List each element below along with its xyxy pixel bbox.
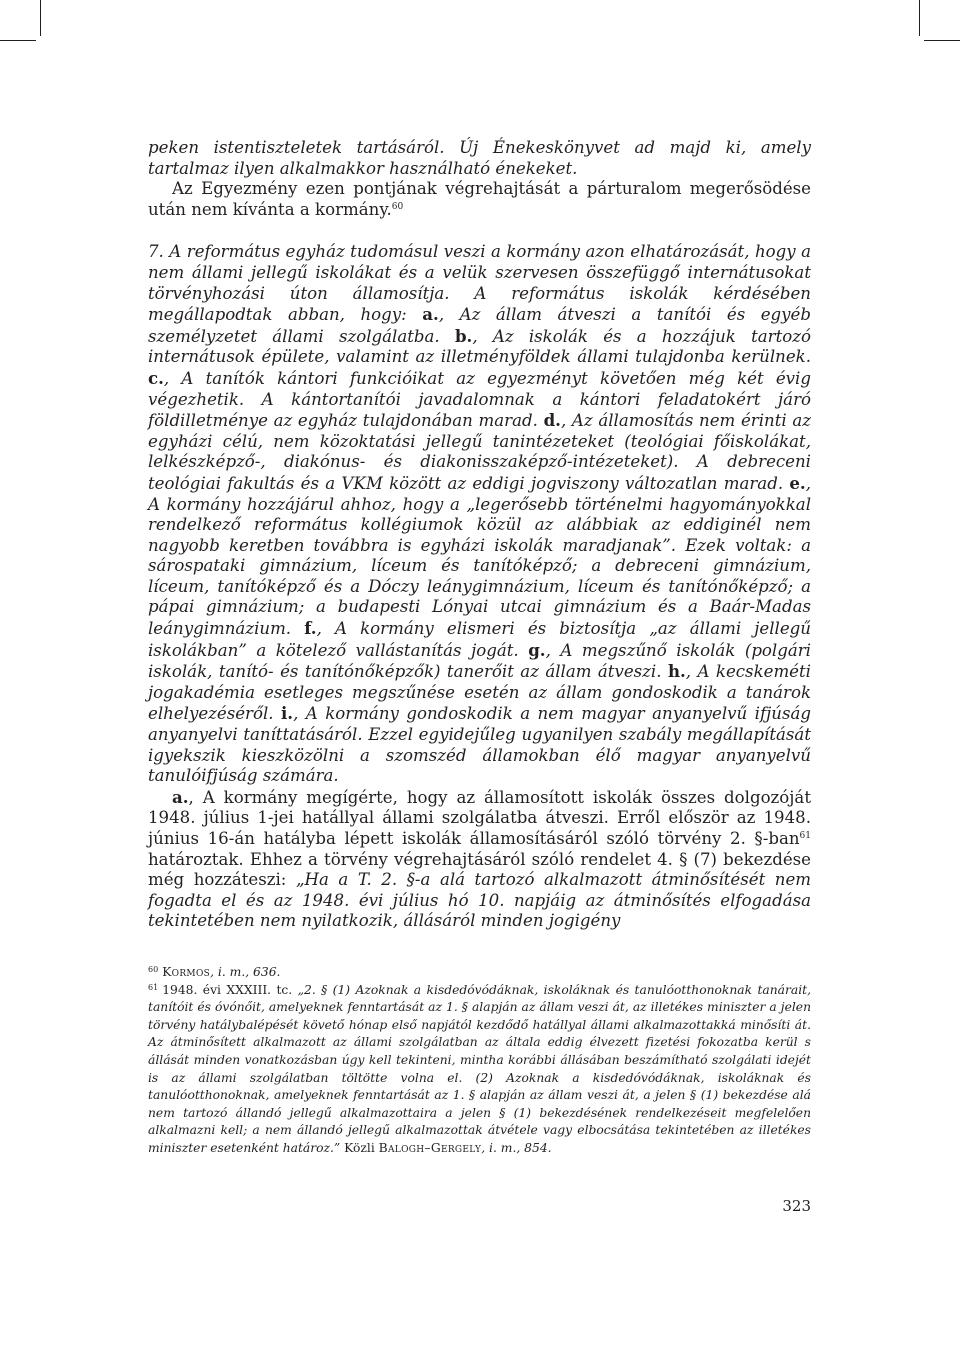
footnote: $^{61}$ 1948. évi XXXIII. tc. „2. § (1) Azoknak a kisdedóvódáknak, iskoláknak és tanulóotthonoknak tanárait, tanítóit és óvónőit, amelyeknek fenntartását az 1. § alapján az állam veszi át, az illetékes miniszter a jelen törvény hatálybalépését követő hónap első napjától kezdődő hatállyal állami alkalmazottakká minősíti át. Az átminősített alkalmazott az állami szolgálatban az általa eddig élvezett fizetési fokozatba kerül s állását minden vonatkozásban úgy kell tekinteni, mintha korábbi állásában beszámítható szolgálati idejét is az állami szolgálatban töltötte volna el. (2) Azoknak a kisdedóvódáknak, iskoláknak és tanulóotthonoknak, amelyeknek fenntartását az 1. § alapján az állam veszi át, a jelen § (1) bekezdése alá nem tartozó állandó jellegű alkalmazottaira a jelen § (1) bekezdésének rendelkezéseit megfelelően alkalmazni kell; a nem állandó jellegű alkalmazottak átvétele vagy elbocsátása tekintetében az illetékes miniszter esetenként határoz.” Közli Balogh–Gergely, i. m., 854. (148, 982, 811, 1155)
list-label: c. (148, 367, 164, 388)
list-label: b. (454, 325, 473, 346)
list-label: g. (528, 639, 546, 660)
list-label: e. (789, 472, 806, 493)
footnotes (148, 964, 811, 1158)
crop-mark-top-left-horizontal (0, 40, 36, 41)
list-label: h. (667, 661, 686, 682)
footnote-ref: 61 (799, 831, 811, 841)
footnote-ref: 60 (391, 201, 404, 212)
paragraph: Az Egyezmény ezen pontjának végrehajtását a párturalom megerősödése után nem kívánta a kormány.$^{60}$ (148, 179, 811, 219)
paragraph: 7. A református egyház tudomásul veszi a kormány azon elhatározását, hogy a nem állami jellegű iskolákat és a velük szervesen összefüggő internátusokat törvényhozási úton államosítja. A református iskolák kérdésében megállapodtak abban, hogy: a., Az állam átveszi a tanítói és egyéb személyzetet állami szolgálatba. b., Az iskolák és a hozzájuk tartozó internátusok épülete, valamint az illetményföldek állami tulajdonba kerülnek. c., A tanítók kántori funkcióikat az egyezményt követően még két évig végezhetik. A kántortanítói javadalomnak a kántori feladatokért járó földilletménye az egyház tulajdonában marad. d., Az államosítás nem érinti az egyházi célú, nem közoktatási jellegű tanintézeteket (teológiai főiskolákat, lelkészképző-, diakónus- és diakonisszaképző-intézeteket). A debreceni teológiai fakultás és a VKM között az eddigi jogviszony változatlan marad. e., A kormány hozzájárul ahhoz, hogy a „legerősebb történelmi hagyományokkal rendelkező református kollégiumok közül az alábbiak az eddiginél nem nagyobb keretben továbbra is egyházi iskolák maradjanak”. Ezek voltak: a sárospataki gimnázium, líceum és tanítóképző; a debreceni gimnázium, líceum, tanítóképző és a Dóczy leánygimnázium, líceum és tanítónőképző; a pápai gimnázium; a budapesti Lónyai utcai gimnázium és a Baár-Madas leánygimnázium. f., A kormány elismeri és biztosítja „az állami jellegű iskolákban” a kötelező vallástanítás jogát. g., A megszűnő iskolák (polgári iskolák, tanító- és tanítónőképzők) tanerőit az állam átveszi. h., A kecskeméti jogakadémia esetleges megszűnése esetén az állam gondoskodik a tanárok elhelyezéséről. i., A kormány gondoskodik a nem magyar anyanyelvű ifjúság anyanyelvi taníttatásáról. Ezzel egyidejűleg ugyanilyen szabály megállapítását igyekszik kieszközölni a szomszéd államokban élő magyar anyanyelvű tanulóifjúság számára. (148, 242, 811, 786)
list-label: f. (304, 618, 317, 639)
list-label: a. (172, 786, 189, 807)
paragraph: a., A kormány megígérte, hogy az államosított iskolák összes dolgozóját 1948. július 1-jei hatállyal állami szolgálatba átveszi. Erről először az 1948. június 16-án hatályba lépett iskolák államosításáról szóló törvény 2. §-ban$^{61}$ határoztak. Ehhez a törvény végrehajtásáról szóló rendelet 4. § (7) bekezdése még hozzáteszi: „Ha a T. 2. §-a alá tartozó alkalmazott átminősítését nem fogadta el és az 1948. évi július hó 10. napjáig az átminősítés elfogadása tekintetében nem nyilatkozik, állásáról minden jogigény (148, 786, 812, 931)
list-label: d. (543, 410, 561, 431)
main-text (148, 138, 811, 932)
list-label: a. (422, 304, 439, 325)
list-label: i. (280, 703, 294, 724)
crop-mark-top-right-vertical (919, 0, 920, 36)
page-number: 323 (782, 1197, 811, 1215)
footnote: $^{60}$ Kormos, i. m., 636. (148, 965, 281, 979)
crop-mark-top-left-vertical (40, 0, 41, 36)
paragraph: peken istentiszteletek tartásáról. Új Énekeskönyvet ad majd ki, amely tartalmaz ilyen alkalmakkor használható énekeket. (148, 138, 811, 178)
spacer (148, 220, 811, 242)
crop-mark-top-right-horizontal (924, 40, 960, 41)
